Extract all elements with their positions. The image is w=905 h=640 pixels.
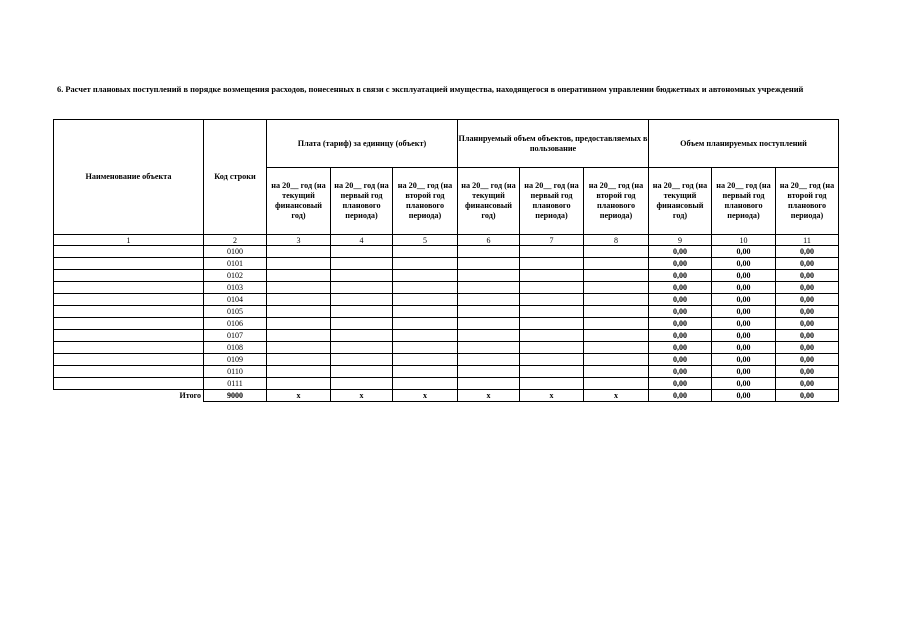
tariff-current-cell	[267, 318, 331, 330]
row-code: 0108	[204, 342, 267, 354]
tariff-first-cell	[331, 294, 393, 306]
total-x-mark: x	[584, 390, 649, 402]
tariff-first-cell	[331, 378, 393, 390]
revenue-current-value: 0,00	[649, 354, 712, 366]
volume-current-cell	[458, 318, 520, 330]
tariff-second-cell	[393, 282, 458, 294]
table-row	[54, 282, 839, 294]
row-code: 0111	[204, 378, 267, 390]
tariff-second-cell	[393, 318, 458, 330]
revenue-current-value: 0,00	[649, 330, 712, 342]
revenue-current-value: 0,00	[649, 378, 712, 390]
volume-first-cell	[520, 282, 584, 294]
column-number: 5	[393, 235, 458, 246]
revenue-second-value: 0,00	[776, 378, 839, 390]
volume-current-cell	[458, 306, 520, 318]
header-year-current: на 20__ год (на текущий финансовый год)	[267, 168, 331, 235]
revenue-first-value: 0,00	[712, 318, 776, 330]
object-name-cell	[54, 354, 204, 366]
volume-first-cell	[520, 258, 584, 270]
tariff-first-cell	[331, 258, 393, 270]
header-volume-group: Планируемый объем объектов, предоставляемых в пользование	[458, 120, 649, 168]
tariff-current-cell	[267, 294, 331, 306]
revenue-first-value: 0,00	[712, 378, 776, 390]
revenue-first-value: 0,00	[712, 258, 776, 270]
table-row	[54, 258, 839, 270]
volume-second-cell	[584, 306, 649, 318]
tariff-second-cell	[393, 366, 458, 378]
volume-first-cell	[520, 318, 584, 330]
revenue-first-value: 0,00	[712, 354, 776, 366]
tariff-second-cell	[393, 330, 458, 342]
column-number: 4	[331, 235, 393, 246]
total-label: Итого	[54, 390, 204, 402]
column-number: 10	[712, 235, 776, 246]
volume-first-cell	[520, 354, 584, 366]
tariff-current-cell	[267, 330, 331, 342]
row-code: 0105	[204, 306, 267, 318]
tariff-second-cell	[393, 306, 458, 318]
volume-current-cell	[458, 330, 520, 342]
volume-current-cell	[458, 270, 520, 282]
header-year-current: на 20__ год (на текущий финансовый год)	[649, 168, 712, 235]
revenue-current-value: 0,00	[649, 318, 712, 330]
object-name-cell	[54, 318, 204, 330]
tariff-second-cell	[393, 378, 458, 390]
tariff-second-cell	[393, 246, 458, 258]
column-number: 9	[649, 235, 712, 246]
column-number: 3	[267, 235, 331, 246]
tariff-current-cell	[267, 270, 331, 282]
revenue-second-value: 0,00	[776, 282, 839, 294]
table-row	[54, 378, 839, 390]
volume-second-cell	[584, 270, 649, 282]
revenue-first-value: 0,00	[712, 330, 776, 342]
object-name-cell	[54, 282, 204, 294]
volume-second-cell	[584, 246, 649, 258]
header-row-code: Код строки	[204, 120, 267, 235]
row-code: 0107	[204, 330, 267, 342]
volume-first-cell	[520, 378, 584, 390]
revenue-current-value: 0,00	[649, 246, 712, 258]
tariff-second-cell	[393, 354, 458, 366]
tariff-first-cell	[331, 246, 393, 258]
revenue-second-value: 0,00	[776, 258, 839, 270]
total-revenue-current: 0,00	[649, 390, 712, 402]
volume-second-cell	[584, 378, 649, 390]
revenue-current-value: 0,00	[649, 282, 712, 294]
volume-current-cell	[458, 246, 520, 258]
volume-current-cell	[458, 366, 520, 378]
row-code: 0103	[204, 282, 267, 294]
column-number: 6	[458, 235, 520, 246]
tariff-current-cell	[267, 306, 331, 318]
volume-first-cell	[520, 366, 584, 378]
revenue-second-value: 0,00	[776, 366, 839, 378]
tariff-first-cell	[331, 318, 393, 330]
tariff-current-cell	[267, 342, 331, 354]
revenue-first-value: 0,00	[712, 306, 776, 318]
revenue-second-value: 0,00	[776, 270, 839, 282]
total-code: 9000	[204, 390, 267, 402]
table-row	[54, 270, 839, 282]
tariff-first-cell	[331, 282, 393, 294]
revenue-second-value: 0,00	[776, 294, 839, 306]
table-row	[54, 354, 839, 366]
volume-second-cell	[584, 330, 649, 342]
header-year-second: на 20__ год (на второй год планового периода)	[393, 168, 458, 235]
table-row	[54, 294, 839, 306]
revenue-first-value: 0,00	[712, 294, 776, 306]
row-code: 0101	[204, 258, 267, 270]
object-name-cell	[54, 294, 204, 306]
column-number: 8	[584, 235, 649, 246]
volume-current-cell	[458, 294, 520, 306]
total-x-mark: x	[520, 390, 584, 402]
volume-current-cell	[458, 342, 520, 354]
volume-current-cell	[458, 258, 520, 270]
header-year-first: на 20__ год (на первый год планового периода)	[331, 168, 393, 235]
tariff-first-cell	[331, 270, 393, 282]
revenue-current-value: 0,00	[649, 294, 712, 306]
volume-first-cell	[520, 306, 584, 318]
revenue-current-value: 0,00	[649, 306, 712, 318]
table-row	[54, 366, 839, 378]
total-x-mark: x	[393, 390, 458, 402]
volume-second-cell	[584, 342, 649, 354]
tariff-current-cell	[267, 354, 331, 366]
volume-first-cell	[520, 246, 584, 258]
column-number: 7	[520, 235, 584, 246]
volume-second-cell	[584, 318, 649, 330]
object-name-cell	[54, 306, 204, 318]
table-row	[54, 306, 839, 318]
header-year-current: на 20__ год (на текущий финансовый год)	[458, 168, 520, 235]
revenue-first-value: 0,00	[712, 270, 776, 282]
volume-current-cell	[458, 282, 520, 294]
total-revenue-second: 0,00	[776, 390, 839, 402]
tariff-current-cell	[267, 258, 331, 270]
volume-first-cell	[520, 330, 584, 342]
volume-current-cell	[458, 354, 520, 366]
tariff-first-cell	[331, 330, 393, 342]
tariff-first-cell	[331, 354, 393, 366]
row-code: 0102	[204, 270, 267, 282]
column-number: 1	[54, 235, 204, 246]
total-x-mark: x	[458, 390, 520, 402]
tariff-current-cell	[267, 378, 331, 390]
revenue-current-value: 0,00	[649, 342, 712, 354]
revenue-second-value: 0,00	[776, 246, 839, 258]
header-year-first: на 20__ год (на первый год планового периода)	[712, 168, 776, 235]
header-object-name: Наименование объекта	[54, 120, 204, 235]
revenue-second-value: 0,00	[776, 354, 839, 366]
table-row	[54, 330, 839, 342]
object-name-cell	[54, 378, 204, 390]
tariff-second-cell	[393, 294, 458, 306]
revenue-first-value: 0,00	[712, 366, 776, 378]
header-tariff-group: Плата (тариф) за единицу (объект)	[267, 120, 458, 168]
table-row	[54, 318, 839, 330]
tariff-first-cell	[331, 366, 393, 378]
revenue-current-value: 0,00	[649, 270, 712, 282]
total-revenue-first: 0,00	[712, 390, 776, 402]
row-code: 0110	[204, 366, 267, 378]
row-code: 0104	[204, 294, 267, 306]
header-revenue-group: Объем планируемых поступлений	[649, 120, 839, 168]
volume-first-cell	[520, 270, 584, 282]
header-year-second: на 20__ год (на второй год планового периода)	[584, 168, 649, 235]
column-number: 2	[204, 235, 267, 246]
tariff-second-cell	[393, 270, 458, 282]
object-name-cell	[54, 366, 204, 378]
object-name-cell	[54, 246, 204, 258]
volume-first-cell	[520, 294, 584, 306]
object-name-cell	[54, 330, 204, 342]
volume-second-cell	[584, 366, 649, 378]
section-title: 6. Расчет плановых поступлений в порядке возмещения расходов, понесенных в связи с эксплуатацией имущества, находящегося в оперативном управлении бюджетных и автономных учреждений	[57, 85, 804, 94]
volume-current-cell	[458, 378, 520, 390]
revenue-table	[53, 119, 839, 402]
revenue-current-value: 0,00	[649, 258, 712, 270]
volume-second-cell	[584, 282, 649, 294]
row-code: 0109	[204, 354, 267, 366]
revenue-second-value: 0,00	[776, 306, 839, 318]
tariff-first-cell	[331, 306, 393, 318]
revenue-first-value: 0,00	[712, 282, 776, 294]
revenue-second-value: 0,00	[776, 330, 839, 342]
tariff-current-cell	[267, 282, 331, 294]
total-x-mark: x	[267, 390, 331, 402]
tariff-current-cell	[267, 366, 331, 378]
object-name-cell	[54, 270, 204, 282]
row-code: 0100	[204, 246, 267, 258]
object-name-cell	[54, 258, 204, 270]
volume-second-cell	[584, 354, 649, 366]
tariff-second-cell	[393, 258, 458, 270]
volume-second-cell	[584, 258, 649, 270]
object-name-cell	[54, 342, 204, 354]
volume-first-cell	[520, 342, 584, 354]
column-number: 11	[776, 235, 839, 246]
revenue-current-value: 0,00	[649, 366, 712, 378]
tariff-second-cell	[393, 342, 458, 354]
header-year-first: на 20__ год (на первый год планового периода)	[520, 168, 584, 235]
tariff-first-cell	[331, 342, 393, 354]
row-code: 0106	[204, 318, 267, 330]
tariff-current-cell	[267, 246, 331, 258]
header-year-second: на 20__ год (на второй год планового периода)	[776, 168, 839, 235]
revenue-second-value: 0,00	[776, 318, 839, 330]
revenue-first-value: 0,00	[712, 342, 776, 354]
revenue-second-value: 0,00	[776, 342, 839, 354]
table-row	[54, 342, 839, 354]
table-row	[54, 246, 839, 258]
total-row	[54, 390, 839, 402]
total-x-mark: x	[331, 390, 393, 402]
revenue-first-value: 0,00	[712, 246, 776, 258]
volume-second-cell	[584, 294, 649, 306]
